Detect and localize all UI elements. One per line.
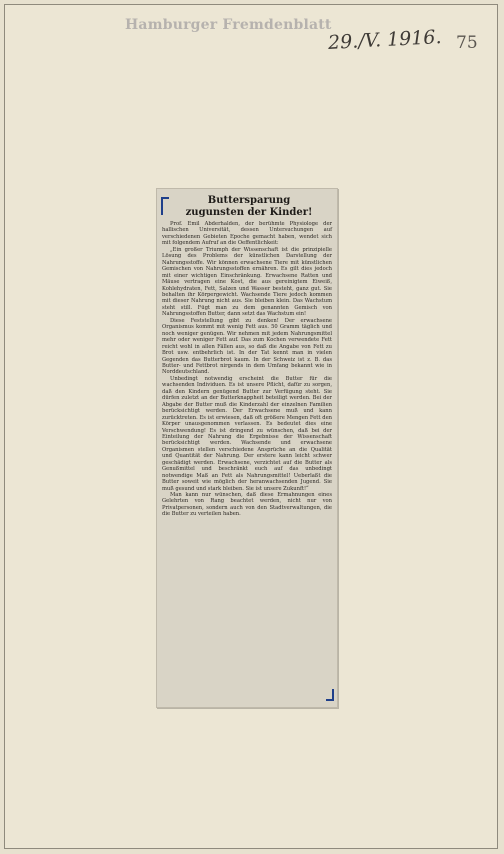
newspaper-clipping: [156, 188, 338, 708]
article-paragraph: „Ein großer Triumph der Wissenschaft ist die prinzipielle Lösung des Problems der künstlichen Darstellung der Nahrungsstoffe. Wir können erwachsene Tiere mit künstlichen Gemischen von Nahrungsstoffen ernähren. Es gilt dies jedoch mit einer wichtigen Einschränkung. Erwachsene Ratten und Mäuse vertragen eine Kost, die aus gereinigtem Eiweiß, Kohlehydraten, Fett, Salzen und Wasser besteht, ganz gut. Sie behalten ihr Körpergewicht. Wachsende Tiere jedoch kommen mit dieser Nahrung nicht aus. Sie bleiben klein. Das Wachstum steht still. Fügt man zu dem genannten Gemisch von Nahrungsstoffen Butter, dann setzt das Wachstum ein!: [162, 246, 332, 318]
article-paragraph: Prof. Emil Abderhalden, der berühmte Physiologe der hallischen Universität, dessen Untersuchungen auf verschiedenen Gebieten Epoche gemacht haben, wendet sich mit folgendem Aufruf an die Oeffentlichkeit:: [162, 221, 332, 247]
archive-sheet: [4, 4, 498, 849]
article-paragraph: Unbedingt notwendig erscheint die Butter für die wachsenden Individuen. Es ist unsere Pflicht, dafür zu sorgen, daß den Kindern genügend Butter zur Verfügung steht. Sie dürfen zuletzt an der Butterknappheit beteiligt werden. Bei der Abgabe der Butter muß die Kinderzahl der einzelnen Familien berücksichtigt werden. Der Erwachsene muß und kann zurücktreten. Es ist erwiesen, daß oft größere Mengen Fett den Körper unausgenommen verlassen. Es bedeutet dies eine Verschwendung! Es ist dringend zu wünschen, daß bei der Einteilung der Nahrung die Ergebnisse der Wissenschaft berücksichtigt werden. Wachsende und erwachsene Organismen stellen verschiedene Ansprüche an die Qualität und Quantität der Nahrung. Der erstere kann leicht schwer geschädigt werden. Erwachsene, verzichtet auf die Butter als Genußmittel und beschränkt euch auf das unbedingt notwendige Maß an Fett als Nahrungsmittel! Ueberlaßt die Butter soweit wie möglich der heranwachsenden Jugend. Sie muß gesund und stark bleiben. Sie ist unsere Zukunft!“: [162, 375, 332, 492]
article-paragraph: Diese Feststellung gibt zu denken! Der erwachsene Organismus kommt mit wenig Fett aus. 50 Gramm täglich und noch weniger genügen. Wir nehmen mit jedem Nahrungsmittel mehr oder weniger Fett auf. Das zum Kochen verwendete Fett reicht wohl in allen Fällen aus, so daß die Angabe von Fett zu Brot usw. entbehrlich ist. In der Tat kennt man in vielen Gegenden das Butterbrot kaum. In der Schweiz ist z. B. das Butter- und Fettbrot nirgends in dem Umfang bekannt wie in Norddeutschland.: [162, 317, 332, 376]
article-paragraph: Man kann nur wünschen, daß diese Ermahnungen eines Gelehrten von Rang beachtet werden, nicht nur von Privatpersonen, sondern auch von den Stadtverwaltungen, die die Butter zu verteilen haben.: [162, 492, 332, 518]
article-body: [162, 221, 332, 518]
handwritten-date: 29./V. 1916.: [327, 26, 442, 54]
article-headline: [170, 195, 328, 219]
headline-line-2: zugunsten der Kinder!: [185, 207, 313, 218]
blue-pencil-mark-bottom: [326, 689, 334, 701]
newspaper-stamp: Hamburger Fremdenblatt: [125, 17, 332, 33]
headline-line-1: Buttersparung: [207, 195, 291, 206]
page-number: 75: [456, 33, 478, 53]
blue-pencil-mark-top: [161, 197, 169, 215]
